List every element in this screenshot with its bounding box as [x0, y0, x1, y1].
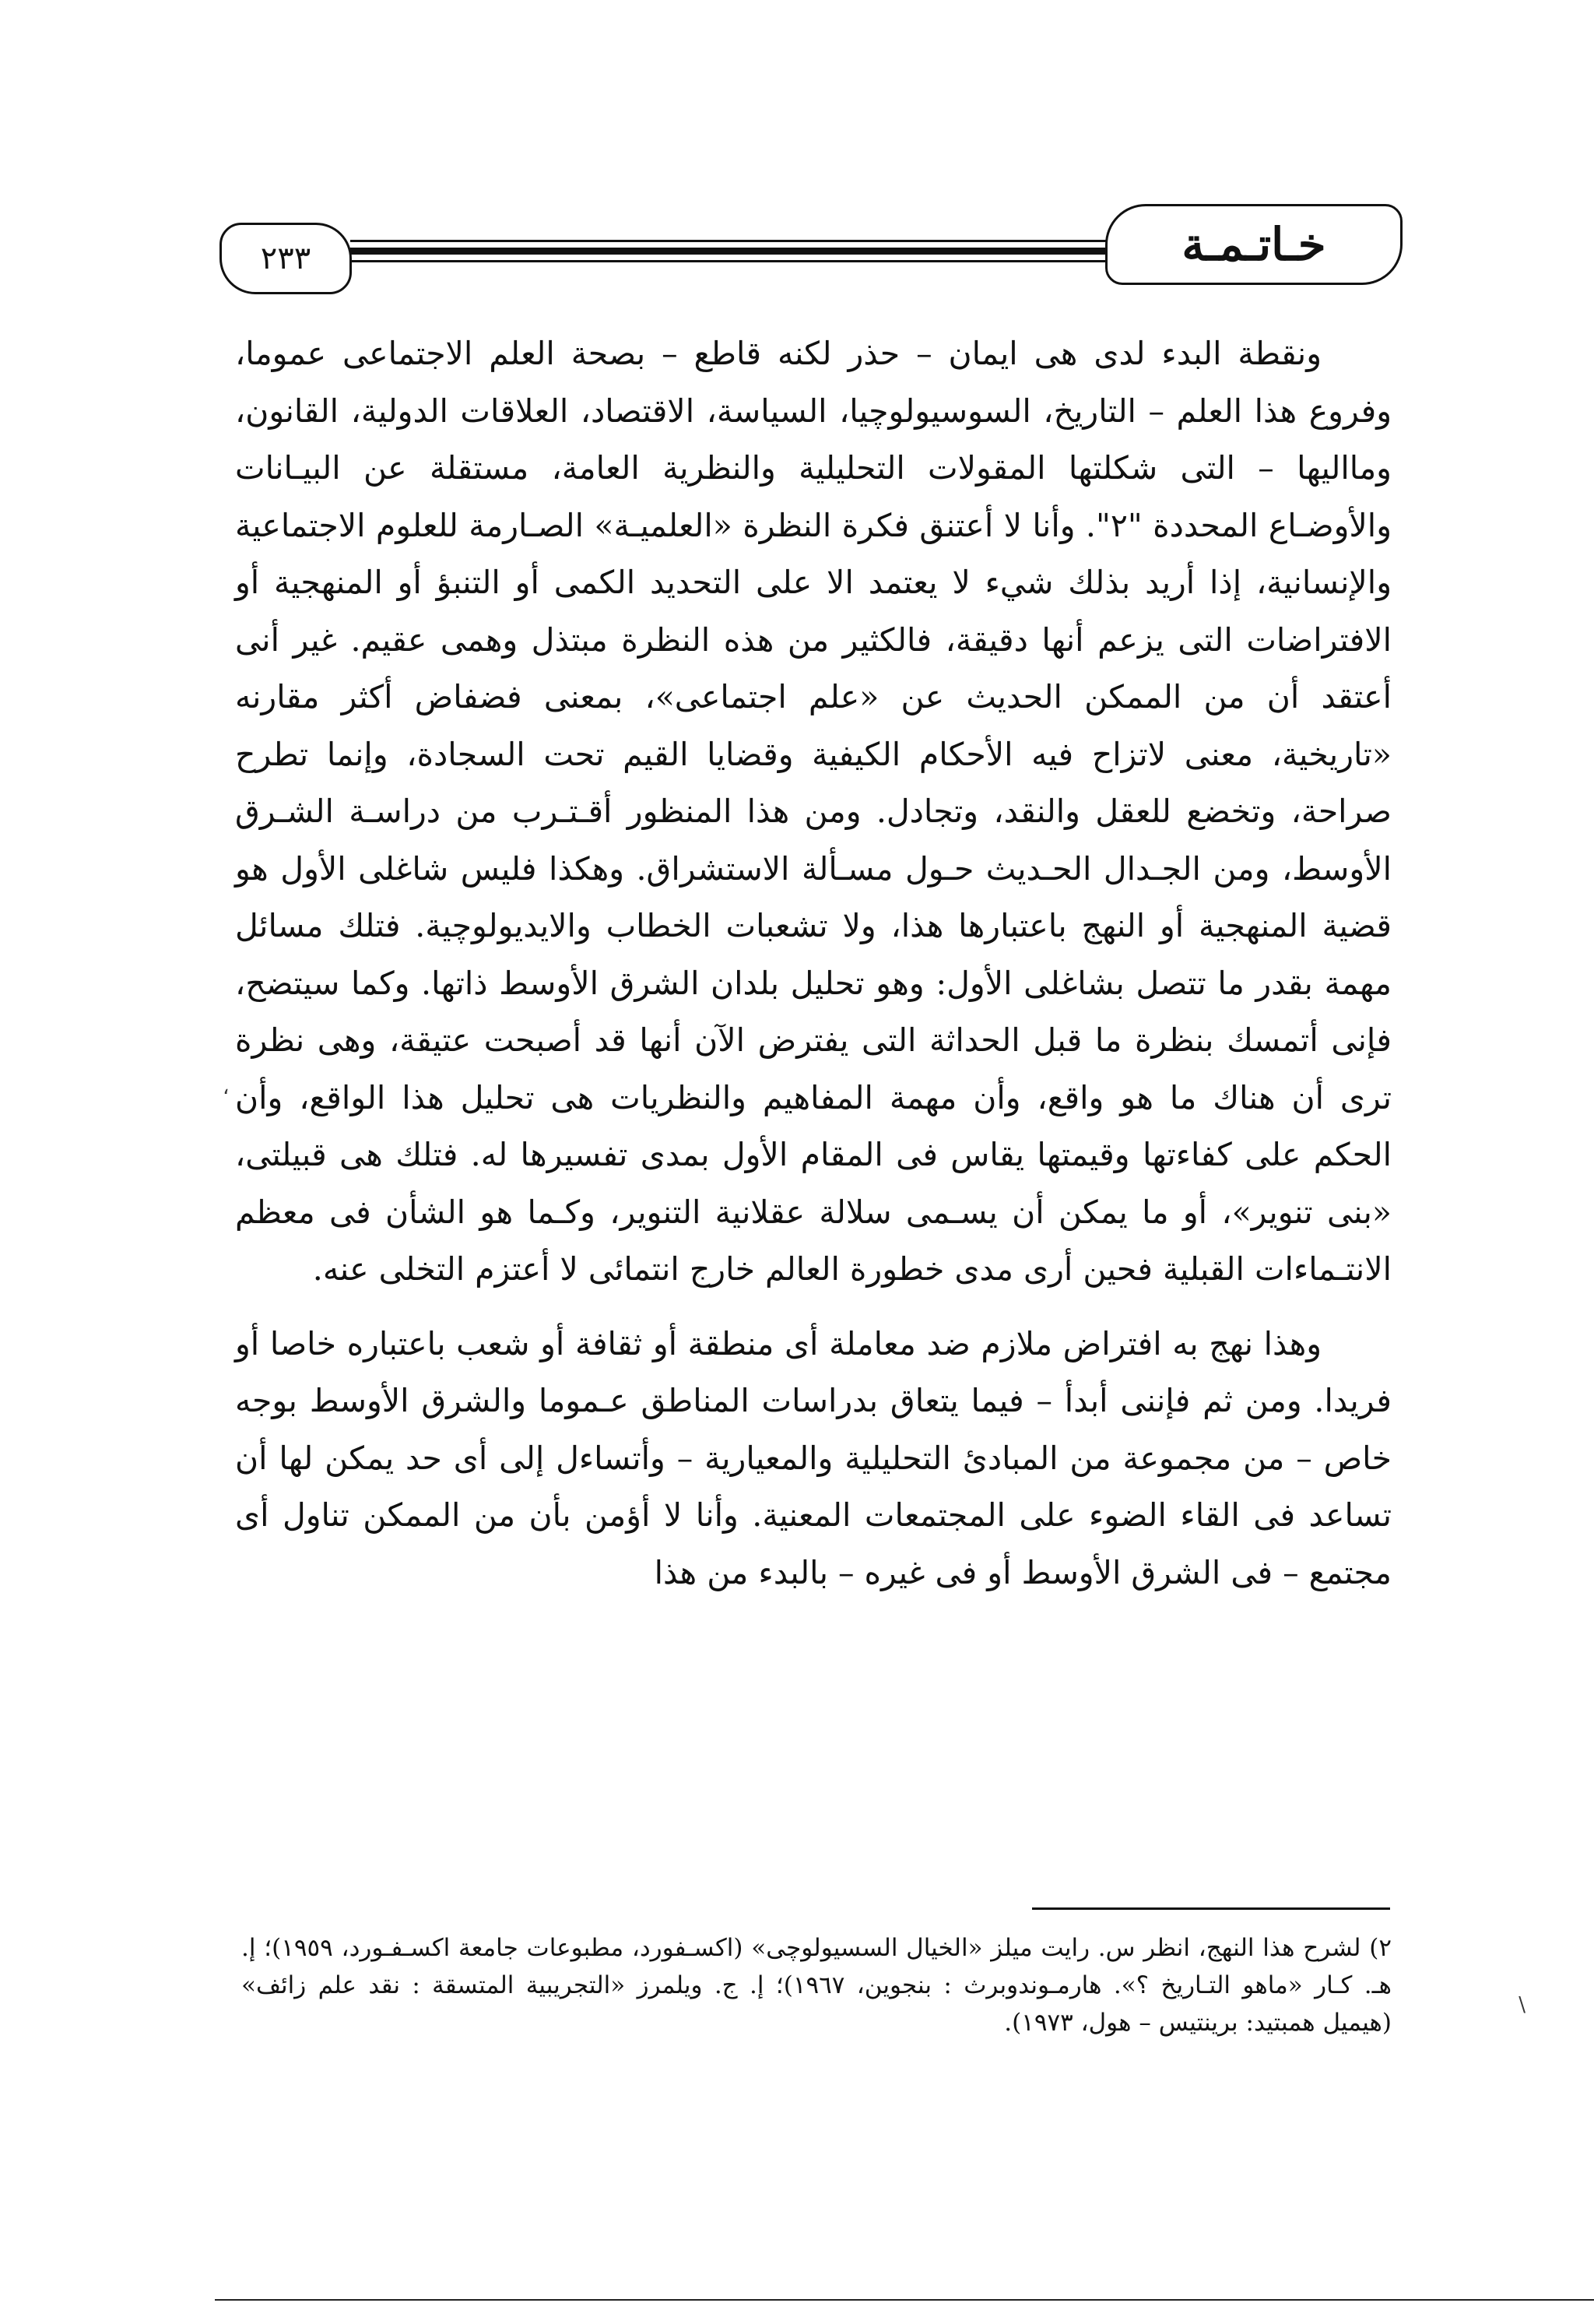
chapter-title: خـاتـمـة: [1181, 218, 1326, 271]
paragraph-2: وهذا نهج به افتراض ملازم ضد معاملة أى منطقة أو ثقافة أو شعب باعتباره خاصا أو فريدا. ومن ثم فإننى أبدأ – فيما يتعاق بدراسات المناطق عـموما والشرق الأوسط بوجه خاص – من مجموعة من المبادئ التحليلية والمعيارية – وأتساءل إلى أى حد يمكن لها أن تساعد فى القاء الضوء على المجتمعات المعنية. وأنا لا أؤمن بأن من الممكن تناول أى مجتمع – فى الشرق الأوسط أو فى غيره – بالبدء من هذا: [235, 1324, 1392, 1591]
header-rule-thin-bottom: [350, 260, 1107, 262]
page-header: [219, 204, 1403, 302]
footnote-separator: [1032, 1907, 1390, 1910]
page-number: ٢٣٣: [260, 241, 311, 276]
paragraph-1: ونقطة البدء لدى هى ايمان – حذر لكنه قاطع – بصحة العلم الاجتماعى عموما، وفروع هذا العلم – التاريخ، السوسيولوچيا، السياسة، الاقتصاد، العلاقات الدولية، القانون، ومااليها – التى شكلتها المقولات التحليلية والنظرية العامة، مستقلة عن البيـانات والأوضـاع المحددة "٢". وأنا لا أعتنق فكرة النظرة «العلميـة» الصـارمة للعلوم الاجتماعية والإنسانية، إذا أريد بذلك شيء لا يعتمد الا على التحديد الكمى أو التنبؤ أو المنهجية أو الافتراضات التى يزعم أنها دقيقة، فالكثير من هذه النظرة مبتذل وهمى عقيم. غير أنى أعتقد أن من الممكن الحديث عن «علم اجتماعى»، بمعنى فضفاض أكثر مقارنه «تاريخية، معنى لاتزاح فيه الأحكام الكيفية وقضايا القيم تحت السجادة، وإنما تطرح صراحة، وتخضع للعقل والنقد، وتجادل. ومن هذا المنظور أقـتـرب من دراسـة الشـرق الأوسط، ومن الجـدال الحـديث حـول مسـألة الاستشراق. وهكذا فليس شاغلى الأول هو قضية المنهجية أو النهج باعتبارها هذا، ولا تشعبات الخطاب والايديولوچية. فتلك مسائل مهمة بقدر ما تتصل بشاغلى الأول: وهو تحليل بلدان الشرق الأوسط ذاتها. وكما سيتضح، فإنى أتمسك بنظرة ما قبل الحداثة التى يفترض الآن أنها قد أصبحت عتيقة، وهى نظرة ترى أن هناك ما هو واقع، وأن مهمة المفاهيم والنظريات هى تحليل هذا الواقع، وأن الحكم على كفاءتها وقيمتها يقاس فى المقام الأول بمدى تفسيرها له. فتلك هى قبيلتى، «بنى تنوير»، أو ما يمكن أن يسـمى سلالة عقلانية التنوير، وكـما هو الشأن فى معظم الانتـماءات القبلية فحين أرى مدى خطورة العالم خارج انتمائى لا أعتزم التخلى عنه.: [235, 335, 1392, 1288]
footnotes: [241, 1929, 1392, 2041]
header-rule-thick: [350, 248, 1107, 255]
footnote-2: ٢) لشرح هذا النهج، انظر س. رايت ميلز «الخيال السسيولوچى» (اكسـفورد، مطبوعات جامعة اكسـفـورد، ١٩٥٩)؛ إ. هـ. كـار «ماهو التـاريخ ؟». هارمـوندوبرث : بنجوين، ١٩٦٧)؛ إ. ج. ويلمرز «التجريبية المتسقة : نقد علم زائف» (هيميل همبتيد: برينتيس – هول، ١٩٧٣).: [241, 1934, 1392, 2037]
page-bottom-edge-line: [215, 2299, 1594, 2301]
main-text: [235, 325, 1392, 1601]
margin-mark-left: ،: [223, 1076, 230, 1099]
chapter-title-frame: [1105, 204, 1403, 285]
header-rule-thin-top: [350, 240, 1107, 242]
margin-mark-right: \: [1519, 1993, 1526, 2016]
page-number-frame: [219, 223, 352, 294]
